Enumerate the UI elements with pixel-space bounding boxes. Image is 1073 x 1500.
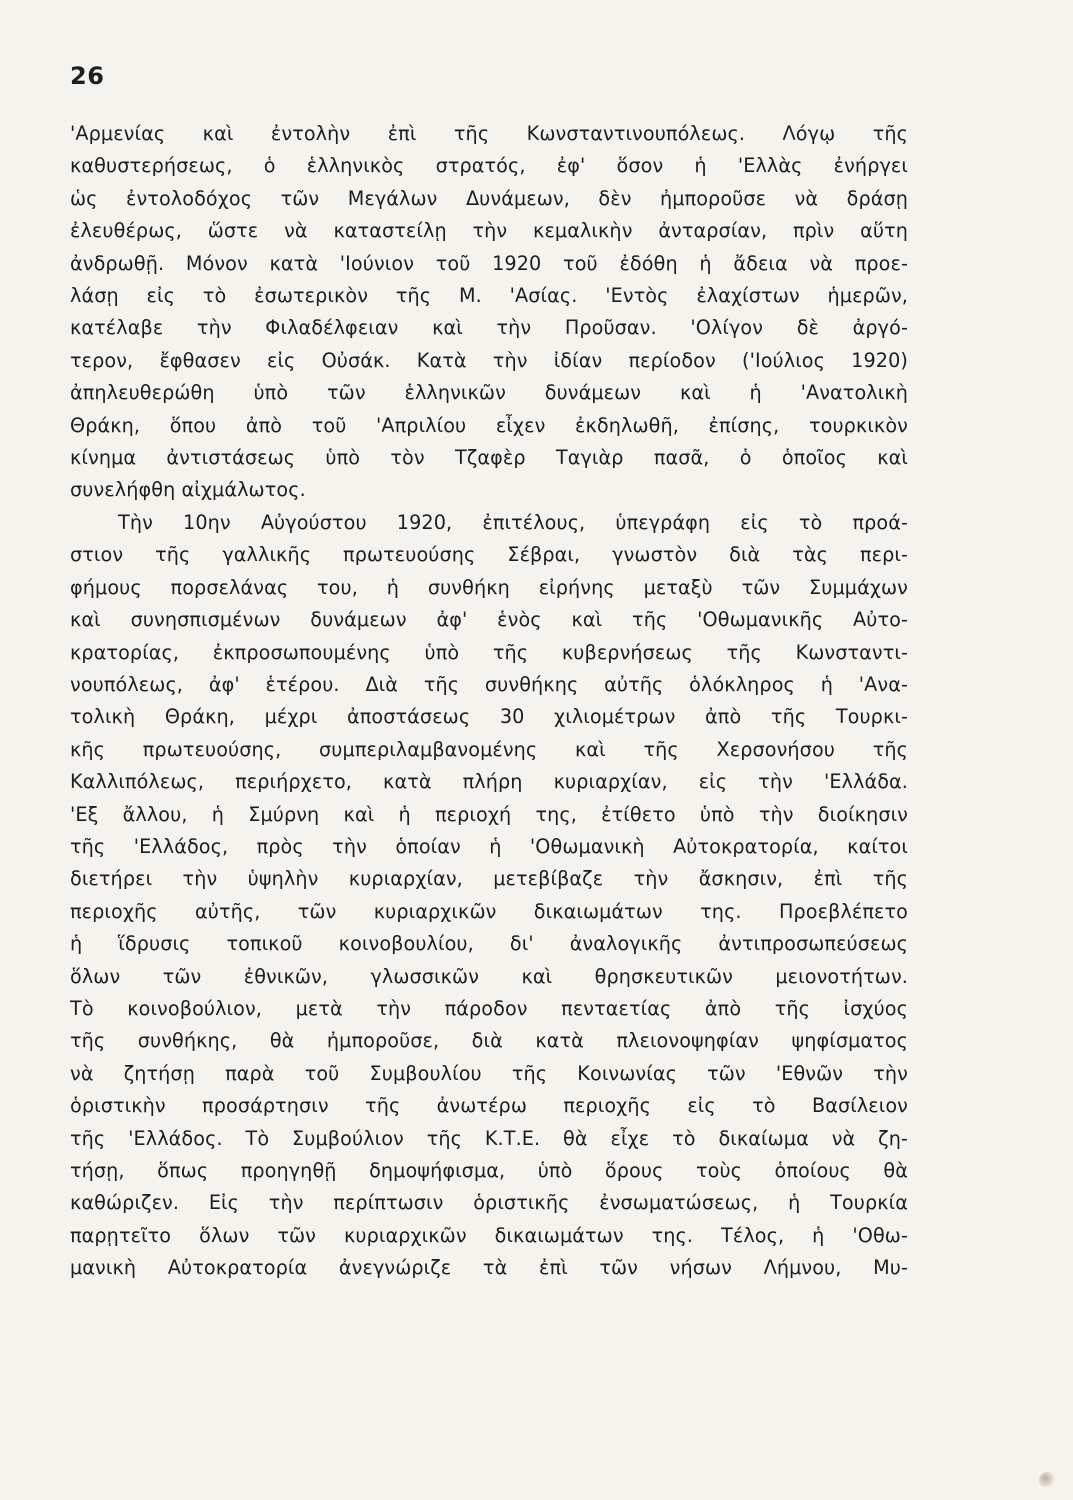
text-line: συνελήφθη αἰχμάλωτος. [70,478,306,502]
text-line: στιον τῆς γαλλικῆς πρωτευούσης Σέβραι, γνωστὸν διὰ τὰς περι- [70,543,908,567]
text-line: νουπόλεως, ἀφ' ἑτέρου. Διὰ τῆς συνθήκης αὐτῆς ὁλόκληρος ἡ 'Ανα- [70,672,908,696]
text-line: παρῃτεῖτο ὅλων τῶν κυριαρχικῶν δικαιωμάτων της. Τέλος, ἡ 'Οθω- [70,1223,908,1247]
text-line: ἡ ἵδρυσις τοπικοῦ κοινοβουλίου, δι' ἀναλογικῆς ἀντιπροσωπεύσεως [70,932,908,956]
text-line: Τὴν 10ην Αὐγούστου 1920, ἐπιτέλους, ὑπεγράφη εἰς τὸ προά- [118,510,908,534]
text-line: καθυστερήσεως, ὁ ἑλληνικὸς στρατός, ἐφ' ὅσον ἡ 'Ελλὰς ἐνήργει [70,154,908,178]
paper-speck-mark [1039,1472,1055,1488]
text-line: καὶ συνησπισμένων δυνάμεων ἀφ' ἑνὸς καὶ τῆς 'Οθωμανικῆς Αὐτο- [70,608,908,632]
text-line: ὅλων τῶν ἐθνικῶν, γλωσσικῶν καὶ θρησκευτικῶν μειονοτήτων. [70,964,908,988]
text-line: Τὸ κοινοβούλιον, μετὰ τὴν πάροδον πενταετίας ἀπὸ τῆς ἰσχύος [70,996,908,1020]
text-line: Καλλιπόλεως, περιήρχετο, κατὰ πλήρη κυριαρχίαν, εἰς τὴν 'Ελλάδα. [70,770,908,794]
page-number: 26 [70,62,105,90]
text-line: τῆς 'Ελλάδος, πρὸς τὴν ὁποίαν ἡ 'Οθωμανικὴ Αὐτοκρατορία, καίτοι [70,834,908,858]
text-line: 'Εξ ἄλλου, ἡ Σμύρνη καὶ ἡ περιοχή της, ἐτίθετο ὑπὸ τὴν διοίκησιν [70,802,908,826]
text-line: φήμους πορσελάνας του, ἡ συνθήκη εἰρήνης μεταξὺ τῶν Συμμάχων [70,575,908,599]
text-line: ὡς ἐντολοδόχος τῶν Μεγάλων Δυνάμεων, δὲν ἠμποροῦσε νὰ δράσῃ [70,186,908,210]
text-line: τολικὴ Θράκη, μέχρι ἀποστάσεως 30 χιλιομέτρων ἀπὸ τῆς Τουρκι- [70,705,908,729]
text-line: ἀνδρωθῇ. Μόνον κατὰ 'Ιούνιον τοῦ 1920 τοῦ ἐδόθη ἡ ἄδεια νὰ προε- [70,251,908,275]
paragraph-2 [70,507,908,1285]
text-line: τερον, ἔφθασεν εἰς Οὐσάκ. Κατὰ τὴν ἰδίαν περίοδον ('Ιούλιος 1920) [70,348,908,372]
text-line: διετήρει τὴν ὑψηλὴν κυριαρχίαν, μετεβίβαζε τὴν ἄσκησιν, ἐπὶ τῆς [70,867,908,891]
text-line: κρατορίας, ἐκπροσωπουμένης ὑπὸ τῆς κυβερνήσεως τῆς Κωνσταντι- [70,640,908,664]
text-line: ὁριστικὴν προσάρτησιν τῆς ἀνωτέρω περιοχῆς εἰς τὸ Βασίλειον [70,1094,908,1118]
text-line: καθώριζεν. Εἰς τὴν περίπτωσιν ὁριστικῆς ἐνσωματώσεως, ἡ Τουρκία [70,1191,908,1215]
text-line: λάσῃ εἰς τὸ ἐσωτερικὸν τῆς Μ. 'Ασίας. 'Εντὸς ἐλαχίστων ἡμερῶν, [70,284,908,308]
paragraph-1 [70,118,908,507]
text-line: περιοχῆς αὐτῆς, τῶν κυριαρχικῶν δικαιωμάτων της. Προεβλέπετο [70,899,908,923]
text-line: τῆς 'Ελλάδος. Τὸ Συμβούλιον τῆς Κ.Τ.Ε. θὰ εἶχε τὸ δικαίωμα νὰ ζη- [70,1126,908,1150]
text-line: τῆς συνθήκης, θὰ ἠμποροῦσε, διὰ κατὰ πλειονοψηφίαν ψηφίσματος [70,1029,908,1053]
text-line: Θράκη, ὅπου ἀπὸ τοῦ 'Απριλίου εἶχεν ἐκδηλωθῆ, ἐπίσης, τουρκικὸν [70,413,908,437]
text-line: κατέλαβε τὴν Φιλαδέλφειαν καὶ τὴν Προῦσαν. 'Ολίγον δὲ ἀργό- [70,316,908,340]
text-line: ἀπηλευθερώθη ὑπὸ τῶν ἑλληνικῶν δυνάμεων καὶ ἡ 'Ανατολικὴ [70,381,908,405]
body-text [70,118,908,1285]
text-line: νὰ ζητήσῃ παρὰ τοῦ Συμβουλίου τῆς Κοινωνίας τῶν 'Εθνῶν τὴν [70,1061,908,1085]
text-line: κῆς πρωτευούσης, συμπεριλαμβανομένης καὶ τῆς Χερσονήσου τῆς [70,737,908,761]
text-line: τήσῃ, ὅπως προηγηθῇ δημοψήφισμα, ὑπὸ ὅρους τοὺς ὁποίους θὰ [70,1159,908,1182]
text-line: κίνημα ἀντιστάσεως ὑπὸ τὸν Τζαφὲρ Ταγιὰρ πασᾶ, ὁ ὁποῖος καὶ [70,446,908,470]
text-line: ἐλευθέρως, ὥστε νὰ καταστείλῃ τὴν κεμαλικὴν ἀνταρσίαν, πρὶν αὕτη [70,219,908,243]
text-line: 'Αρμενίας καὶ ἐντολὴν ἐπὶ τῆς Κωνσταντινουπόλεως. Λόγῳ τῆς [70,122,908,145]
text-line: μανικὴ Αὐτοκρατορία ἀνεγνώριζε τὰ ἐπὶ τῶν νήσων Λήμνου, Μυ- [70,1256,908,1280]
